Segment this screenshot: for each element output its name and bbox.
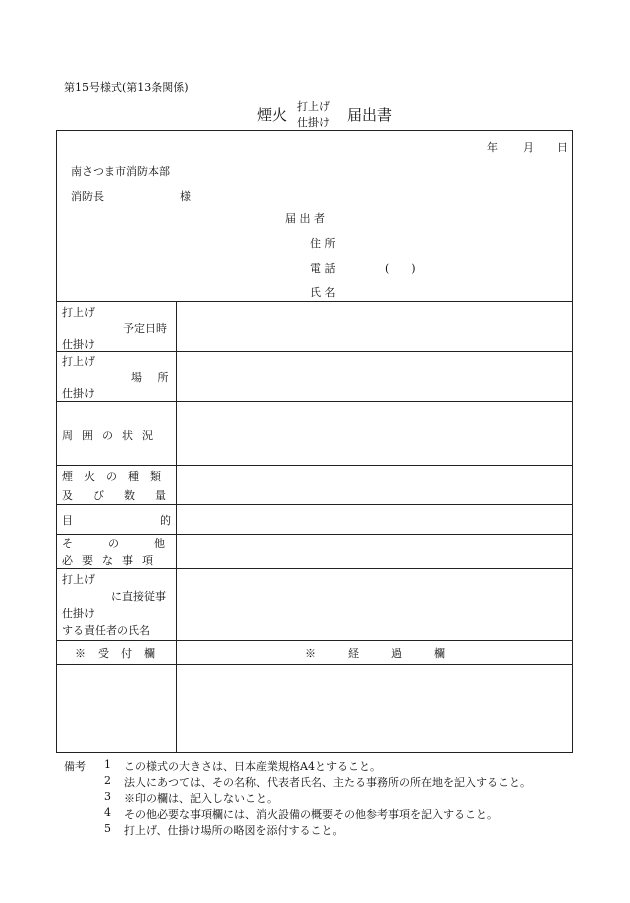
application-form: [56, 130, 573, 753]
note-number: 2: [104, 774, 111, 787]
notes-heading: 備考: [64, 760, 86, 773]
row-other-line2: 必要な事項: [62, 554, 162, 567]
date-year: 年: [487, 141, 498, 154]
surroundings-text: 周囲の状況: [62, 429, 162, 442]
date-month: 月: [523, 141, 534, 154]
note-text: 打上げ、仕掛け場所の略図を添付すること。: [124, 824, 344, 837]
row-divider: [57, 640, 572, 641]
row-divider: [57, 664, 572, 665]
applicant-phone-label: 電 話: [310, 262, 336, 275]
row-divider: [57, 504, 572, 505]
row-resp-line4: する責任者の氏名: [62, 624, 150, 637]
row-surroundings-label: [62, 427, 170, 443]
row-divider: [57, 301, 572, 302]
applicant-phone-paren: ( ): [385, 262, 416, 275]
title-shikake: 仕掛け: [297, 116, 330, 129]
addressee-org: 南さつま市消防本部: [71, 165, 170, 178]
applicant-name-label: 氏 名: [310, 286, 336, 299]
row-divider: [57, 401, 572, 402]
note-number: 5: [104, 822, 111, 835]
form-number: 第15号様式(第13条関係): [64, 81, 189, 94]
row-resp-bottom: 仕掛け: [62, 607, 95, 620]
applicant-label: 届 出 者: [285, 212, 325, 225]
row-place-top: 打上げ: [62, 355, 95, 368]
row-kind-line1: 煙火の種類: [62, 470, 172, 483]
row-purpose-label: 目的: [62, 514, 258, 527]
note-number: 4: [104, 806, 111, 819]
note-text: その他必要な事項欄には、消火設備の概要その他参考事項を記入すること。: [124, 808, 498, 821]
row-divider: [57, 465, 572, 466]
row-resp-label: に直接従事: [111, 590, 166, 603]
row-place-bottom: 仕掛け: [62, 387, 95, 400]
row-date-label: 予定日時: [123, 322, 167, 335]
title-fireworks: 煙火: [257, 106, 288, 124]
title-uchiage: 打上げ: [297, 100, 330, 113]
note-text: この様式の大きさは、日本産業規格A4とすること。: [124, 760, 381, 773]
date-day: 日: [557, 141, 568, 154]
row-resp-top: 打上げ: [62, 573, 95, 586]
reception-header: ※受付欄: [75, 647, 167, 660]
progress-header: ※経過欄: [305, 647, 477, 660]
row-date-bottom: 仕掛け: [62, 338, 95, 351]
row-kind-line2: 及び数量: [62, 489, 186, 502]
addressee-honorific: 様: [180, 190, 191, 203]
applicant-address-label: 住 所: [310, 237, 336, 250]
title-notification: 届出書: [347, 106, 393, 124]
row-date-top: 打上げ: [62, 306, 95, 319]
row-place-label: 場 所: [131, 371, 175, 384]
row-divider: [57, 351, 572, 352]
addressee-title: 消防長: [71, 190, 104, 203]
note-text: ※印の欄は、記入しないこと。: [124, 792, 278, 805]
note-number: 1: [104, 758, 111, 771]
row-divider: [57, 568, 572, 569]
note-number: 3: [104, 790, 111, 803]
row-other-line1: その他: [62, 537, 200, 550]
note-text: 法人にあつては、その名称、代表者氏名、主たる事務所の所在地を記入すること。: [124, 776, 531, 789]
